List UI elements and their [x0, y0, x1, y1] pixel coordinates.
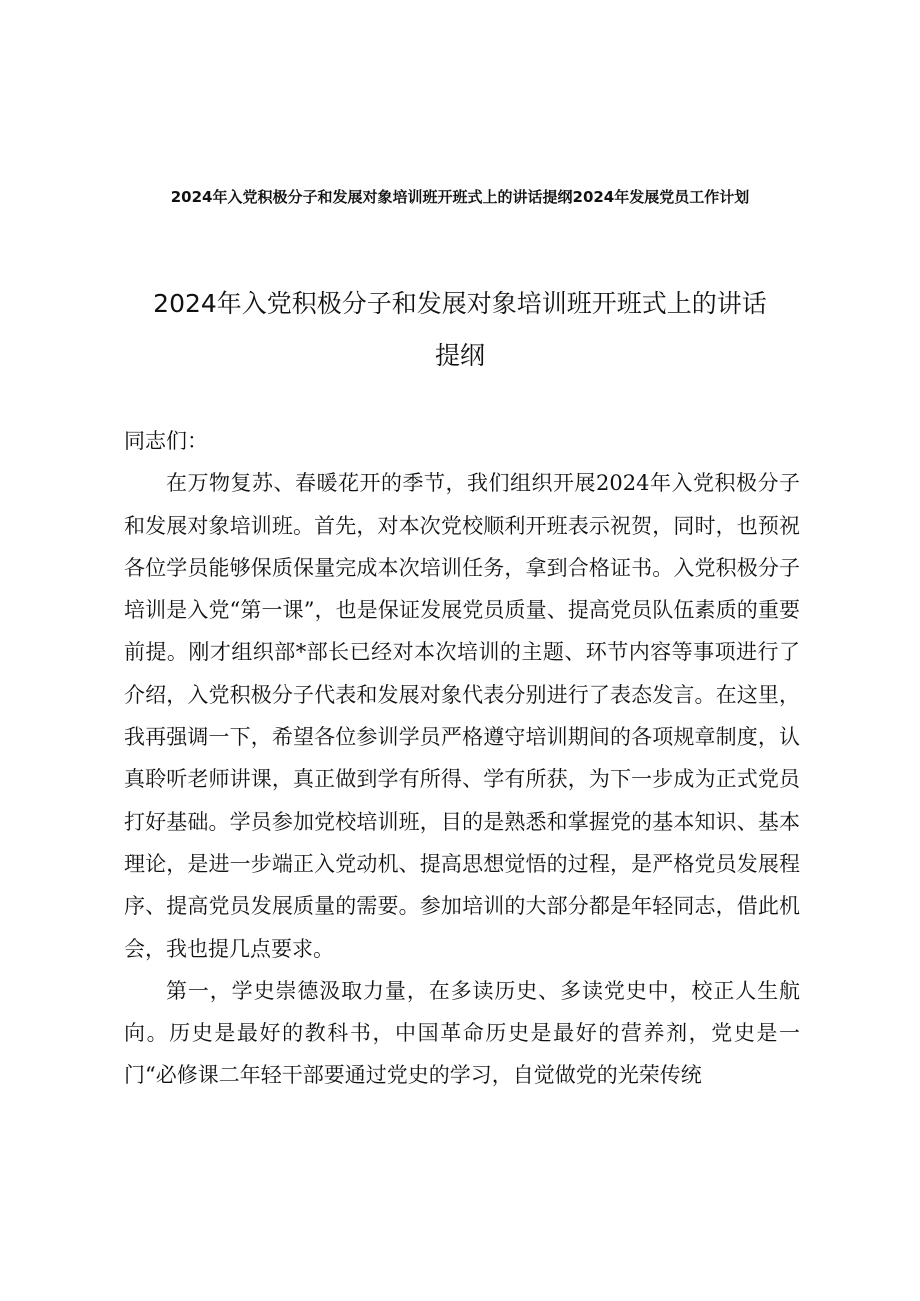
document-header: 2024年入党积极分子和发展对象培训班开班式上的讲话提纲2024年发展党员工作计划 — [170, 188, 750, 206]
paragraph: 第一，学史崇德汲取力量，在多读历史、多读党史中，校正人生航向。历史是最好的教科书，中国革命历史是最好的营养剂，党史是一门“必修课二年轻干部要通过党史的学习，自觉做党的光荣传统 — [124, 978, 800, 1088]
paragraph: 在万物复苏、春暖花开的季节，我们组织开展2024年入党积极分子和发展对象培训班。首先，对本次党校顺利开班表示祝贺，同时，也预祝各位学员能够保质保量完成本次培训任务，拿到合格证书。入党积极分子培训是入党“第一课”，也是保证发展党员质量、提高党员队伍素质的重要前提。刚才组织部*部长已经对本次培训的主题、环节内容等事项进行了介绍，入党积极分子代表和发展对象代表分别进行了表态发言。在这里，我再强调一下，希望各位参训学员严格遵守培训期间的各项规章制度，认真聆听老师讲课，真正做到学有所得、学有所获，为下一步成为正式党员打好基础。学员参加党校培训班，目的是熟悉和掌握党的基本知识、基本理论，是进一步端正入党动机、提高思想觉悟的过程，是严格党员发展程序、提高党员发展质量的需要。参加培训的大部分都是年轻同志，借此机会，我也提几点要求。 — [124, 471, 800, 961]
document-body — [124, 420, 800, 1097]
document-title — [110, 278, 810, 382]
salutation: 同志们： — [124, 429, 208, 453]
title-line-1: 2024年入党积极分子和发展对象培训班开班式上的讲话 — [153, 289, 767, 318]
title-line-2: 提纲 — [434, 341, 485, 370]
